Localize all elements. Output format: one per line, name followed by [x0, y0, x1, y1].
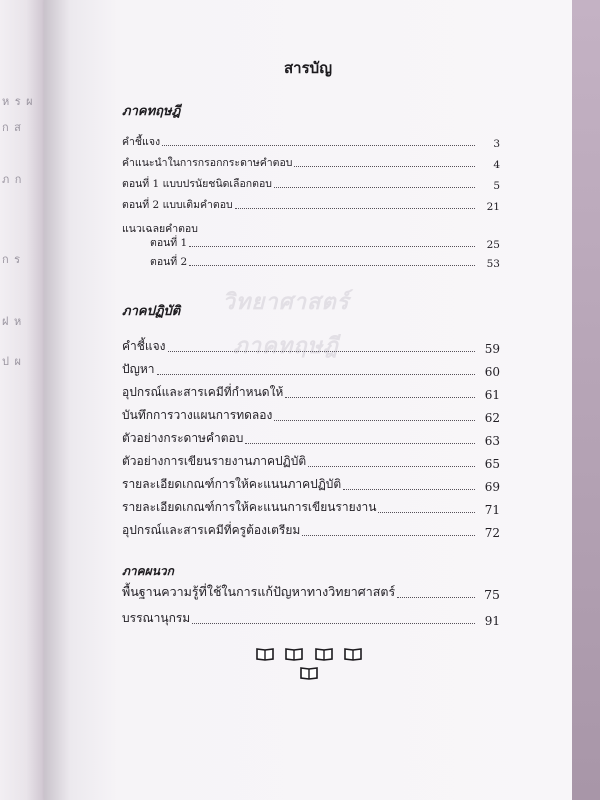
- toc-page-number: 62: [484, 411, 500, 425]
- book-ornament: [244, 646, 374, 684]
- toc-row[interactable]: [150, 254, 500, 270]
- toc-row[interactable]: [122, 176, 500, 192]
- toc-page-number: 69: [484, 480, 500, 494]
- dot-leader: [192, 623, 475, 624]
- toc-label: ตอนที่ 1 แบบปรนัยชนิดเลือกตอบ: [122, 178, 272, 190]
- toc-page-number: 60: [484, 365, 500, 379]
- background-surface: [572, 0, 600, 800]
- toc-label: รายละเอียดเกณฑ์การให้คะแนนภาคปฏิบัติ: [122, 477, 342, 491]
- toc-page-number: 63: [484, 434, 500, 448]
- toc-row[interactable]: [122, 134, 500, 150]
- toc-row[interactable]: [122, 476, 500, 494]
- dot-leader: [343, 489, 475, 490]
- toc-page-number: 21: [486, 201, 500, 213]
- toc-subheading: แนวเฉลยคำตอบ: [122, 223, 198, 235]
- toc-page-number: 71: [484, 503, 500, 517]
- toc-page-number: 5: [493, 180, 500, 192]
- toc-row[interactable]: [122, 522, 500, 540]
- document-page: [44, 0, 572, 800]
- bleed-through-text: ห ร ผ: [2, 95, 34, 108]
- bleed-through-text: ก ส: [2, 121, 22, 134]
- toc-label: ตอนที่ 1: [150, 237, 188, 249]
- dot-leader: [274, 187, 475, 188]
- bleed-through-text: ก ร: [2, 253, 22, 266]
- dot-leader: [397, 597, 475, 598]
- section-heading-appendix: ภาคผนวก: [122, 564, 174, 578]
- dot-leader: [235, 208, 475, 209]
- dot-leader: [168, 351, 475, 352]
- toc-page-number: 4: [493, 159, 500, 171]
- toc-row[interactable]: [150, 235, 500, 251]
- toc-label: บรรณานุกรม: [122, 611, 191, 625]
- dot-leader: [302, 535, 475, 536]
- toc-row[interactable]: [122, 584, 500, 602]
- toc-label: พื้นฐานความรู้ที่ใช้ในการแก้ปัญหาทางวิทยาศาสตร์: [122, 584, 396, 599]
- toc-page-number: 65: [484, 457, 500, 471]
- toc-label: คำชี้แจง: [122, 136, 161, 148]
- page-title: สารบัญ: [284, 59, 332, 77]
- dot-leader: [189, 246, 475, 247]
- toc-label: คำแนะนำในการกรอกกระดาษคำตอบ: [122, 157, 293, 169]
- toc-label: ตอนที่ 2 แบบเติมคำตอบ: [122, 199, 233, 211]
- toc-label: ตอนที่ 2: [150, 256, 188, 268]
- dot-leader: [245, 443, 475, 444]
- toc-label: ตัวอย่างกระดาษคำตอบ: [122, 431, 244, 445]
- open-book-icon: [256, 647, 274, 661]
- toc-row[interactable]: [122, 338, 500, 356]
- toc-page-number: 91: [484, 614, 500, 628]
- open-book-icon: [315, 647, 333, 661]
- toc-row[interactable]: [122, 430, 500, 448]
- toc-row[interactable]: [122, 155, 500, 171]
- section-heading-practice: ภาคปฏิบัติ: [122, 304, 181, 319]
- dot-leader: [378, 512, 475, 513]
- dot-leader: [189, 265, 475, 266]
- open-book-icon: [300, 666, 318, 680]
- toc-row[interactable]: [122, 610, 500, 628]
- toc-label: รายละเอียดเกณฑ์การให้คะแนนการเขียนรายงาน: [122, 500, 377, 514]
- toc-row[interactable]: [122, 453, 500, 471]
- bleed-through-text: ป ผ: [2, 355, 22, 368]
- toc-page-number: 75: [484, 587, 500, 602]
- dot-leader: [285, 397, 475, 398]
- bleed-through-text: ภ ก: [2, 173, 23, 186]
- toc-page-number: 59: [484, 342, 500, 356]
- toc-page-number: 3: [493, 138, 500, 150]
- open-book-icon: [344, 647, 362, 661]
- toc-label: คำชี้แจง: [122, 339, 166, 353]
- toc-row[interactable]: [122, 499, 500, 517]
- toc-row[interactable]: [122, 361, 500, 379]
- toc-page-number: 53: [486, 258, 500, 270]
- toc-row[interactable]: [122, 407, 500, 425]
- section-heading-theory: ภาคทฤษฎี: [122, 104, 181, 119]
- toc-label: อุปกรณ์และสารเคมีที่ครูต้องเตรียม: [122, 523, 301, 537]
- toc-label: อุปกรณ์และสารเคมีที่กำหนดให้: [122, 385, 284, 399]
- toc-row[interactable]: [122, 197, 500, 213]
- toc-page-number: 25: [486, 239, 500, 251]
- dot-leader: [308, 466, 475, 467]
- toc-row[interactable]: [122, 384, 500, 402]
- dot-leader: [157, 374, 476, 375]
- dot-leader: [162, 145, 475, 146]
- dot-leader: [274, 420, 475, 421]
- toc-label: ปัญหา: [122, 362, 155, 376]
- toc-page-number: 61: [484, 388, 500, 402]
- toc-page-number: 72: [484, 526, 500, 540]
- dot-leader: [294, 166, 475, 167]
- toc-label: ตัวอย่างการเขียนรายงานภาคปฏิบัติ: [122, 454, 307, 468]
- watermark-line: วิทยาศาสตร์: [222, 289, 350, 315]
- watermark-line: ภาคทฤษฎี: [233, 333, 339, 359]
- open-book-icon: [285, 647, 303, 661]
- bleed-through-text: ฝ ห: [2, 315, 23, 328]
- previous-page-edge: [0, 0, 44, 800]
- toc-label: บันทึกการวางแผนการทดลอง: [122, 408, 273, 422]
